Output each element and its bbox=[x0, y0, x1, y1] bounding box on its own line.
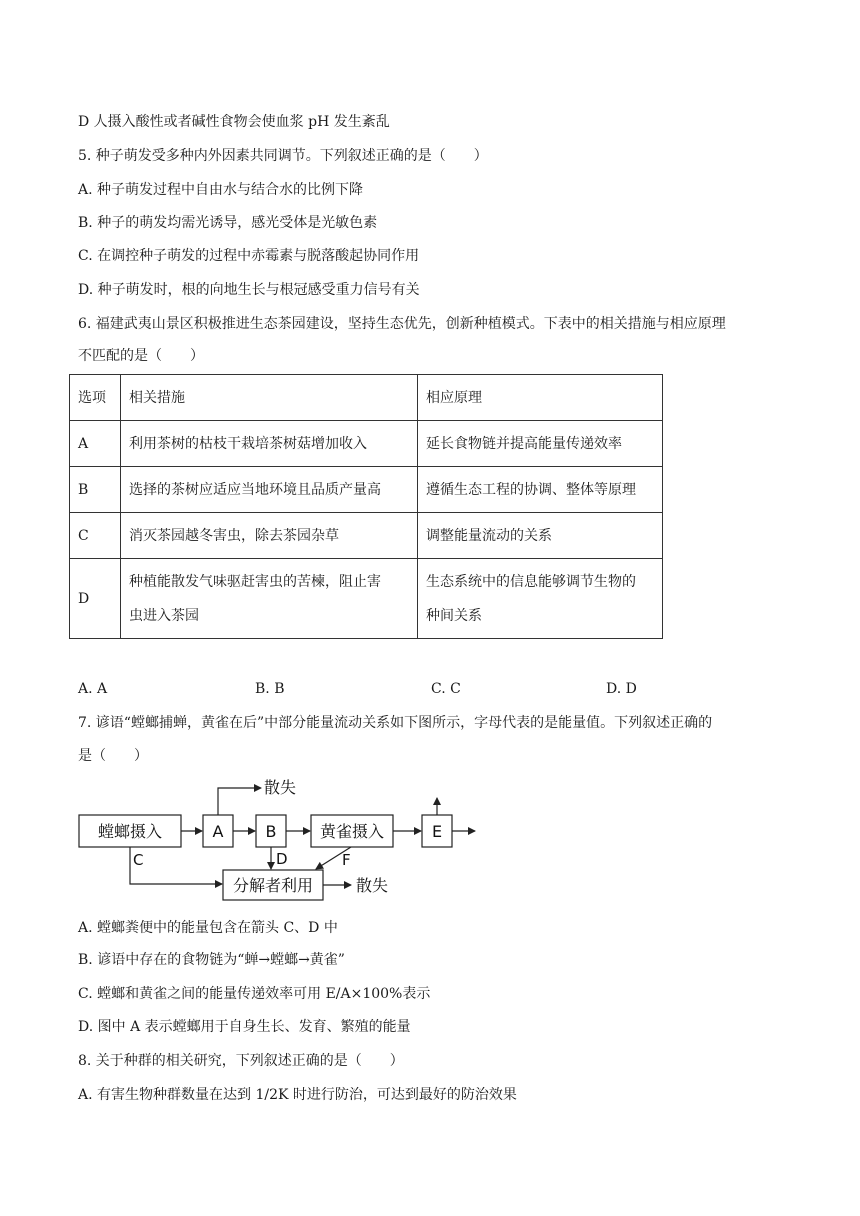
sparrow-intake-label: 黄雀摄入 bbox=[319, 822, 385, 841]
table-cell-principle: 遵循生态工程的协调、整体等原理 bbox=[418, 467, 663, 513]
question-6-option-a: A. A bbox=[78, 681, 108, 697]
question-7-option-a: A. 螳螂粪便中的能量包含在箭头 C、D 中 bbox=[78, 920, 338, 936]
table-row bbox=[70, 559, 663, 639]
table-header-cell: 相应原理 bbox=[418, 375, 663, 421]
table-cell-measure bbox=[121, 559, 418, 639]
box-a-label: A bbox=[212, 822, 224, 841]
arrow-a-to-loss bbox=[218, 788, 255, 815]
loss-top-label: 散失 bbox=[264, 778, 297, 797]
question-7-stem-line1: 7. 谚语“螳螂捕蝉，黄雀在后”中部分能量流动关系如下图所示，字母代表的是能量值。下列叙述正确的 bbox=[78, 715, 713, 731]
question-5-stem: 5. 种子萌发受多种内外因素共同调节。下列叙述正确的是（ ） bbox=[78, 148, 488, 164]
question-6-option-b: B. B bbox=[255, 681, 285, 697]
table-cell-option: C bbox=[70, 513, 121, 559]
label-f: F bbox=[342, 851, 351, 869]
table-cell-option: D bbox=[70, 559, 121, 639]
question-5-option-b: B. 种子的萌发均需光诱导，感光受体是光敏色素 bbox=[78, 215, 378, 231]
question-7-option-d: D. 图中 A 表示螳螂用于自身生长、发育、繁殖的能量 bbox=[78, 1019, 411, 1035]
table-header-cell: 选项 bbox=[70, 375, 121, 421]
table-header-cell: 相关措施 bbox=[121, 375, 418, 421]
label-d: D bbox=[276, 850, 288, 868]
mantis-intake-label: 螳螂摄入 bbox=[97, 822, 163, 841]
loss-bottom-label: 散失 bbox=[356, 876, 389, 895]
question-6-table bbox=[69, 374, 663, 639]
table-row bbox=[70, 421, 663, 467]
question-6-option-d: D. D bbox=[606, 681, 637, 697]
text-line-d-option: D 人摄入酸性或者碱性食物会使血浆 pH 发生紊乱 bbox=[78, 114, 390, 130]
table-cell-measure: 选择的茶树应适应当地环境且品质产量高 bbox=[121, 467, 418, 513]
question-5-option-a: A. 种子萌发过程中自由水与结合水的比例下降 bbox=[78, 182, 364, 198]
energy-flow-diagram bbox=[75, 760, 495, 905]
label-c: C bbox=[133, 851, 144, 869]
principle-line: 生态系统中的信息能够调节生物的 bbox=[426, 573, 636, 590]
table-cell-principle: 延长食物链并提高能量传递效率 bbox=[418, 421, 663, 467]
arrow-c bbox=[130, 847, 222, 884]
table-cell-principle bbox=[418, 559, 663, 639]
principle-line: 种间关系 bbox=[426, 607, 482, 624]
measure-line: 种植能散发气味驱赶害虫的苦楝，阻止害 bbox=[129, 573, 381, 590]
question-7-option-c: C. 螳螂和黄雀之间的能量传递效率可用 E/A×100%表示 bbox=[78, 986, 431, 1002]
question-8-option-a: A. 有害生物种群数量在达到 1/2K 时进行防治，可达到最好的防治效果 bbox=[78, 1087, 517, 1103]
question-5-option-d: D. 种子萌发时，根的向地生长与根冠感受重力信号有关 bbox=[78, 282, 420, 298]
question-6-stem-line1: 6. 福建武夷山景区积极推进生态茶园建设，坚持生态优先，创新种植模式。下表中的相关措施与相应原理 bbox=[78, 316, 726, 332]
question-8-stem: 8. 关于种群的相关研究，下列叙述正确的是（ ） bbox=[78, 1053, 404, 1069]
table-header-row bbox=[70, 375, 663, 421]
box-b-label: B bbox=[265, 822, 277, 841]
table-row bbox=[70, 467, 663, 513]
decomposer-label: 分解者利用 bbox=[232, 876, 314, 895]
question-6-stem-line2: 不匹配的是（ ） bbox=[78, 348, 204, 364]
table-cell-measure: 利用茶树的枯枝干栽培茶树菇增加收入 bbox=[121, 421, 418, 467]
question-7-stem-line2: 是（ ） bbox=[78, 748, 148, 764]
box-e-label: E bbox=[431, 822, 443, 841]
table-cell-principle: 调整能量流动的关系 bbox=[418, 513, 663, 559]
question-7-option-b: B. 谚语中存在的食物链为“蝉→螳螂→黄雀” bbox=[78, 952, 345, 968]
question-6-option-c: C. C bbox=[431, 681, 461, 697]
table-row bbox=[70, 513, 663, 559]
measure-line: 虫进入茶园 bbox=[129, 607, 199, 624]
question-5-option-c: C. 在调控种子萌发的过程中赤霉素与脱落酸起协同作用 bbox=[78, 248, 420, 264]
table-cell-measure: 消灭茶园越冬害虫，除去茶园杂草 bbox=[121, 513, 418, 559]
table-cell-option: B bbox=[70, 467, 121, 513]
table-cell-option: A bbox=[70, 421, 121, 467]
